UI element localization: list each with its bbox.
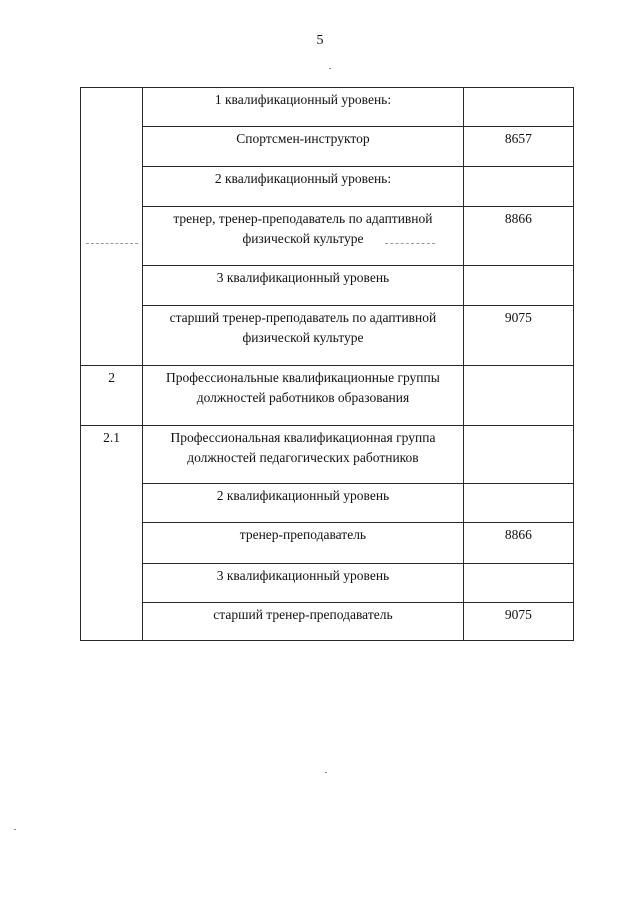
salary-value-cell: 9075	[463, 306, 573, 366]
salary-value-cell: 8866	[463, 523, 573, 564]
salary-value-cell: 8657	[463, 127, 573, 167]
qualification-name-cell: 1 квалификационный уровень:	[143, 88, 464, 127]
row-number-cell	[81, 88, 143, 366]
scan-artifact-line	[86, 243, 138, 244]
table-row	[81, 266, 574, 306]
table-row	[81, 564, 574, 603]
scan-artifact-dot	[14, 829, 16, 830]
qualification-name-cell: Спортсмен-инструктор	[143, 127, 464, 167]
table-row	[81, 426, 574, 484]
qualification-name-cell: тренер-преподаватель	[143, 523, 464, 564]
qualification-name-cell: 2 квалификационный уровень	[143, 484, 464, 523]
table-row	[81, 603, 574, 641]
salary-value-cell	[463, 266, 573, 306]
qualification-name-cell: Профессиональная квалификационная группа должностей педагогических работников	[143, 426, 464, 484]
salary-value-cell	[463, 564, 573, 603]
salary-value-cell	[463, 366, 573, 426]
table-row	[81, 484, 574, 523]
salary-value-cell	[463, 426, 573, 484]
qualification-name-cell: Профессиональные квалификационные группы должностей работников образования	[143, 366, 464, 426]
table-row	[81, 523, 574, 564]
scan-artifact-dot	[325, 772, 327, 773]
salary-value-cell: 9075	[463, 603, 573, 641]
salary-value-cell	[463, 167, 573, 207]
table-row	[81, 88, 574, 127]
qualification-name-cell: 2 квалификационный уровень:	[143, 167, 464, 207]
qualification-name-cell: старший тренер-преподаватель	[143, 603, 464, 641]
table-row	[81, 306, 574, 366]
table-row	[81, 207, 574, 266]
qualification-table	[80, 87, 574, 641]
qualification-name-cell: старший тренер-преподаватель по адаптивной физической культуре	[143, 306, 464, 366]
page-number: 5	[316, 33, 324, 48]
row-number-cell: 2	[81, 366, 143, 426]
table-row	[81, 167, 574, 207]
qualification-name-cell: 3 квалификационный уровень	[143, 266, 464, 306]
salary-value-cell	[463, 88, 573, 127]
qualification-name-cell: тренер, тренер-преподаватель по адаптивной физической культуре	[143, 207, 464, 266]
table-row	[81, 127, 574, 167]
scan-artifact-line	[385, 243, 435, 244]
table-row	[81, 366, 574, 426]
salary-value-cell	[463, 484, 573, 523]
salary-value-cell: 8866	[463, 207, 573, 266]
scan-artifact-dot	[329, 68, 331, 69]
row-number-cell: 2.1	[81, 426, 143, 641]
qualification-name-cell: 3 квалификационный уровень	[143, 564, 464, 603]
